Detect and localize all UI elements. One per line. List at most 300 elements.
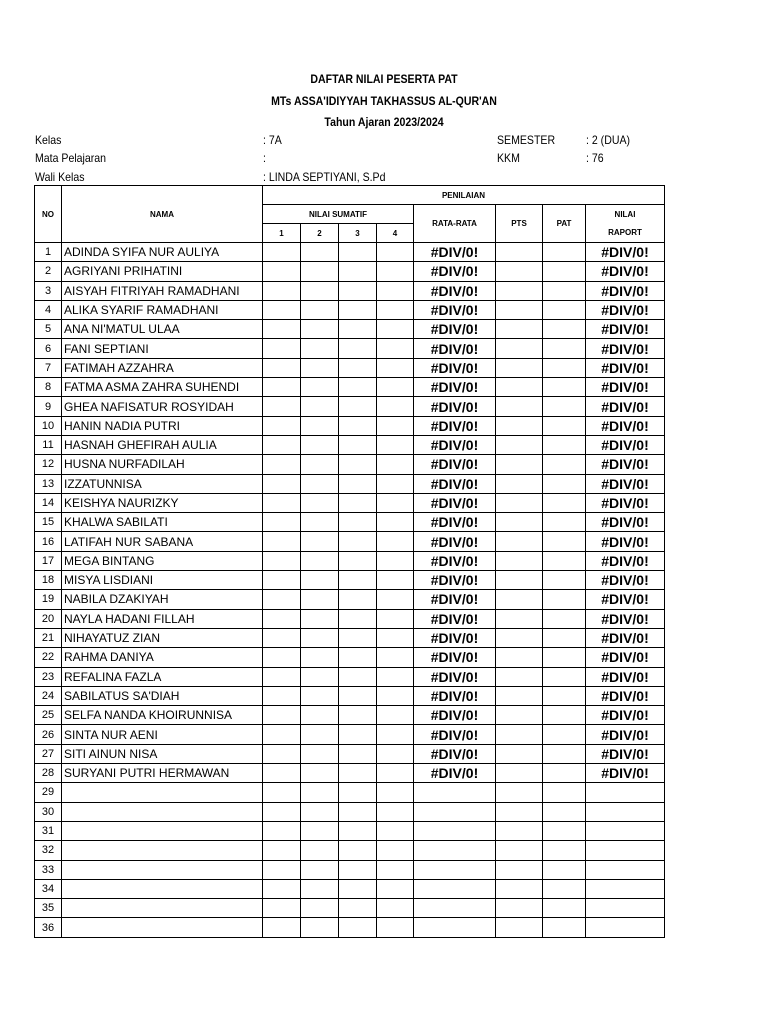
row-name[interactable]: KEISHYA NAURIZKY bbox=[62, 493, 263, 512]
score-2[interactable] bbox=[301, 435, 339, 454]
row-no[interactable]: 35 bbox=[35, 899, 62, 918]
rata-rata[interactable] bbox=[414, 879, 496, 898]
score-4[interactable] bbox=[377, 455, 414, 474]
row-name[interactable]: SELFA NANDA KHOIRUNNISA bbox=[62, 706, 263, 725]
rata-rata[interactable]: #DIV/0! bbox=[414, 706, 496, 725]
score-3[interactable] bbox=[339, 706, 377, 725]
nilai-raport[interactable]: #DIV/0! bbox=[586, 686, 665, 705]
rata-rata[interactable]: #DIV/0! bbox=[414, 744, 496, 763]
pts[interactable] bbox=[496, 609, 543, 628]
nilai-raport[interactable]: #DIV/0! bbox=[586, 764, 665, 783]
score-1[interactable] bbox=[263, 860, 301, 879]
nilai-raport[interactable]: #DIV/0! bbox=[586, 243, 665, 262]
pts[interactable] bbox=[496, 339, 543, 358]
score-2[interactable] bbox=[301, 899, 339, 918]
score-4[interactable] bbox=[377, 860, 414, 879]
nilai-raport[interactable]: #DIV/0! bbox=[586, 416, 665, 435]
row-name[interactable]: SABILATUS SA'DIAH bbox=[62, 686, 263, 705]
score-3[interactable] bbox=[339, 648, 377, 667]
row-name[interactable]: SURYANI PUTRI HERMAWAN bbox=[62, 764, 263, 783]
score-3[interactable] bbox=[339, 397, 377, 416]
score-1[interactable] bbox=[263, 802, 301, 821]
rata-rata[interactable] bbox=[414, 841, 496, 860]
row-name[interactable]: NABILA DZAKIYAH bbox=[62, 590, 263, 609]
row-no[interactable]: 29 bbox=[35, 783, 62, 802]
score-1[interactable] bbox=[263, 339, 301, 358]
score-1[interactable] bbox=[263, 879, 301, 898]
score-1[interactable] bbox=[263, 744, 301, 763]
row-no[interactable]: 10 bbox=[35, 416, 62, 435]
score-1[interactable] bbox=[263, 667, 301, 686]
row-no[interactable]: 12 bbox=[35, 455, 62, 474]
score-1[interactable] bbox=[263, 590, 301, 609]
rata-rata[interactable]: #DIV/0! bbox=[414, 281, 496, 300]
row-no[interactable]: 14 bbox=[35, 493, 62, 512]
score-4[interactable] bbox=[377, 725, 414, 744]
rata-rata[interactable]: #DIV/0! bbox=[414, 571, 496, 590]
row-no[interactable]: 5 bbox=[35, 320, 62, 339]
pts[interactable] bbox=[496, 590, 543, 609]
nilai-raport[interactable]: #DIV/0! bbox=[586, 725, 665, 744]
rata-rata[interactable] bbox=[414, 899, 496, 918]
score-1[interactable] bbox=[263, 551, 301, 570]
pat[interactable] bbox=[543, 648, 586, 667]
score-1[interactable] bbox=[263, 513, 301, 532]
row-name[interactable]: LATIFAH NUR SABANA bbox=[62, 532, 263, 551]
score-4[interactable] bbox=[377, 841, 414, 860]
row-name[interactable] bbox=[62, 783, 263, 802]
pat[interactable] bbox=[543, 918, 586, 937]
score-1[interactable] bbox=[263, 821, 301, 840]
nilai-raport[interactable]: #DIV/0! bbox=[586, 667, 665, 686]
row-name[interactable] bbox=[62, 899, 263, 918]
row-no[interactable]: 24 bbox=[35, 686, 62, 705]
pts[interactable] bbox=[496, 648, 543, 667]
score-4[interactable] bbox=[377, 358, 414, 377]
nilai-raport[interactable]: #DIV/0! bbox=[586, 493, 665, 512]
score-1[interactable] bbox=[263, 764, 301, 783]
score-4[interactable] bbox=[377, 571, 414, 590]
rata-rata[interactable]: #DIV/0! bbox=[414, 320, 496, 339]
nilai-raport[interactable]: #DIV/0! bbox=[586, 455, 665, 474]
score-2[interactable] bbox=[301, 571, 339, 590]
score-3[interactable] bbox=[339, 783, 377, 802]
row-no[interactable]: 20 bbox=[35, 609, 62, 628]
row-name[interactable]: GHEA NAFISATUR ROSYIDAH bbox=[62, 397, 263, 416]
nilai-raport[interactable] bbox=[586, 783, 665, 802]
pat[interactable] bbox=[543, 841, 586, 860]
score-2[interactable] bbox=[301, 686, 339, 705]
pts[interactable] bbox=[496, 571, 543, 590]
row-name[interactable]: IZZATUNNISA bbox=[62, 474, 263, 493]
nilai-raport[interactable]: #DIV/0! bbox=[586, 648, 665, 667]
rata-rata[interactable]: #DIV/0! bbox=[414, 455, 496, 474]
pat[interactable] bbox=[543, 358, 586, 377]
row-no[interactable]: 25 bbox=[35, 706, 62, 725]
row-name[interactable]: AISYAH FITRIYAH RAMADHANI bbox=[62, 281, 263, 300]
nilai-raport[interactable]: #DIV/0! bbox=[586, 706, 665, 725]
score-3[interactable] bbox=[339, 860, 377, 879]
score-3[interactable] bbox=[339, 821, 377, 840]
score-1[interactable] bbox=[263, 609, 301, 628]
score-2[interactable] bbox=[301, 300, 339, 319]
pat[interactable] bbox=[543, 378, 586, 397]
rata-rata[interactable] bbox=[414, 783, 496, 802]
score-2[interactable] bbox=[301, 339, 339, 358]
score-1[interactable] bbox=[263, 378, 301, 397]
score-4[interactable] bbox=[377, 493, 414, 512]
score-3[interactable] bbox=[339, 918, 377, 937]
score-3[interactable] bbox=[339, 802, 377, 821]
score-1[interactable] bbox=[263, 416, 301, 435]
nilai-raport[interactable] bbox=[586, 879, 665, 898]
row-no[interactable]: 13 bbox=[35, 474, 62, 493]
pts[interactable] bbox=[496, 899, 543, 918]
score-3[interactable] bbox=[339, 841, 377, 860]
row-no[interactable]: 33 bbox=[35, 860, 62, 879]
score-2[interactable] bbox=[301, 243, 339, 262]
nilai-raport[interactable]: #DIV/0! bbox=[586, 281, 665, 300]
score-3[interactable] bbox=[339, 474, 377, 493]
rata-rata[interactable] bbox=[414, 802, 496, 821]
pts[interactable] bbox=[496, 532, 543, 551]
score-4[interactable] bbox=[377, 628, 414, 647]
score-2[interactable] bbox=[301, 744, 339, 763]
score-4[interactable] bbox=[377, 532, 414, 551]
nilai-raport[interactable] bbox=[586, 802, 665, 821]
rata-rata[interactable]: #DIV/0! bbox=[414, 532, 496, 551]
pts[interactable] bbox=[496, 493, 543, 512]
score-4[interactable] bbox=[377, 783, 414, 802]
row-no[interactable]: 18 bbox=[35, 571, 62, 590]
score-3[interactable] bbox=[339, 879, 377, 898]
score-3[interactable] bbox=[339, 532, 377, 551]
pts[interactable] bbox=[496, 764, 543, 783]
pts[interactable] bbox=[496, 628, 543, 647]
rata-rata[interactable]: #DIV/0! bbox=[414, 474, 496, 493]
pts[interactable] bbox=[496, 802, 543, 821]
row-name[interactable]: HASNAH GHEFIRAH AULIA bbox=[62, 435, 263, 454]
score-3[interactable] bbox=[339, 243, 377, 262]
pts[interactable] bbox=[496, 358, 543, 377]
row-no[interactable]: 9 bbox=[35, 397, 62, 416]
row-no[interactable]: 30 bbox=[35, 802, 62, 821]
pat[interactable] bbox=[543, 281, 586, 300]
score-4[interactable] bbox=[377, 339, 414, 358]
pts[interactable] bbox=[496, 725, 543, 744]
row-name[interactable]: SITI AINUN NISA bbox=[62, 744, 263, 763]
nilai-raport[interactable]: #DIV/0! bbox=[586, 262, 665, 281]
row-no[interactable]: 15 bbox=[35, 513, 62, 532]
score-3[interactable] bbox=[339, 378, 377, 397]
score-4[interactable] bbox=[377, 300, 414, 319]
score-4[interactable] bbox=[377, 648, 414, 667]
nilai-raport[interactable]: #DIV/0! bbox=[586, 551, 665, 570]
row-no[interactable]: 32 bbox=[35, 841, 62, 860]
score-3[interactable] bbox=[339, 358, 377, 377]
score-1[interactable] bbox=[263, 262, 301, 281]
row-name[interactable]: RAHMA DANIYA bbox=[62, 648, 263, 667]
row-name[interactable]: NIHAYATUZ ZIAN bbox=[62, 628, 263, 647]
row-name[interactable] bbox=[62, 841, 263, 860]
score-3[interactable] bbox=[339, 493, 377, 512]
rata-rata[interactable]: #DIV/0! bbox=[414, 339, 496, 358]
pts[interactable] bbox=[496, 397, 543, 416]
pts[interactable] bbox=[496, 841, 543, 860]
pat[interactable] bbox=[543, 339, 586, 358]
row-name[interactable]: HUSNA NURFADILAH bbox=[62, 455, 263, 474]
score-2[interactable] bbox=[301, 320, 339, 339]
pat[interactable] bbox=[543, 300, 586, 319]
score-4[interactable] bbox=[377, 262, 414, 281]
pat[interactable] bbox=[543, 609, 586, 628]
rata-rata[interactable]: #DIV/0! bbox=[414, 764, 496, 783]
score-1[interactable] bbox=[263, 571, 301, 590]
score-4[interactable] bbox=[377, 397, 414, 416]
rata-rata[interactable]: #DIV/0! bbox=[414, 609, 496, 628]
rata-rata[interactable] bbox=[414, 860, 496, 879]
rata-rata[interactable]: #DIV/0! bbox=[414, 493, 496, 512]
pat[interactable] bbox=[543, 435, 586, 454]
row-no[interactable]: 6 bbox=[35, 339, 62, 358]
row-no[interactable]: 31 bbox=[35, 821, 62, 840]
pts[interactable] bbox=[496, 860, 543, 879]
score-2[interactable] bbox=[301, 667, 339, 686]
score-4[interactable] bbox=[377, 281, 414, 300]
score-1[interactable] bbox=[263, 628, 301, 647]
score-3[interactable] bbox=[339, 764, 377, 783]
score-3[interactable] bbox=[339, 744, 377, 763]
rata-rata[interactable] bbox=[414, 821, 496, 840]
rata-rata[interactable]: #DIV/0! bbox=[414, 378, 496, 397]
nilai-raport[interactable]: #DIV/0! bbox=[586, 397, 665, 416]
pts[interactable] bbox=[496, 918, 543, 937]
pts[interactable] bbox=[496, 416, 543, 435]
nilai-raport[interactable]: #DIV/0! bbox=[586, 628, 665, 647]
pts[interactable] bbox=[496, 474, 543, 493]
pts[interactable] bbox=[496, 435, 543, 454]
score-4[interactable] bbox=[377, 802, 414, 821]
score-2[interactable] bbox=[301, 262, 339, 281]
nilai-raport[interactable]: #DIV/0! bbox=[586, 320, 665, 339]
score-1[interactable] bbox=[263, 918, 301, 937]
row-name[interactable] bbox=[62, 860, 263, 879]
pat[interactable] bbox=[543, 725, 586, 744]
pts[interactable] bbox=[496, 744, 543, 763]
pat[interactable] bbox=[543, 397, 586, 416]
pat[interactable] bbox=[543, 551, 586, 570]
score-4[interactable] bbox=[377, 590, 414, 609]
score-2[interactable] bbox=[301, 821, 339, 840]
score-1[interactable] bbox=[263, 899, 301, 918]
row-name[interactable]: NAYLA HADANI FILLAH bbox=[62, 609, 263, 628]
rata-rata[interactable]: #DIV/0! bbox=[414, 590, 496, 609]
score-3[interactable] bbox=[339, 281, 377, 300]
score-2[interactable] bbox=[301, 802, 339, 821]
pat[interactable] bbox=[543, 706, 586, 725]
nilai-raport[interactable] bbox=[586, 841, 665, 860]
pat[interactable] bbox=[543, 783, 586, 802]
row-name[interactable] bbox=[62, 802, 263, 821]
rata-rata[interactable]: #DIV/0! bbox=[414, 358, 496, 377]
pat[interactable] bbox=[543, 416, 586, 435]
score-2[interactable] bbox=[301, 860, 339, 879]
rata-rata[interactable] bbox=[414, 918, 496, 937]
nilai-raport[interactable] bbox=[586, 860, 665, 879]
score-4[interactable] bbox=[377, 416, 414, 435]
pts[interactable] bbox=[496, 262, 543, 281]
pts[interactable] bbox=[496, 300, 543, 319]
row-no[interactable]: 1 bbox=[35, 243, 62, 262]
score-4[interactable] bbox=[377, 899, 414, 918]
score-3[interactable] bbox=[339, 686, 377, 705]
score-2[interactable] bbox=[301, 358, 339, 377]
score-2[interactable] bbox=[301, 609, 339, 628]
score-3[interactable] bbox=[339, 571, 377, 590]
nilai-raport[interactable]: #DIV/0! bbox=[586, 609, 665, 628]
pat[interactable] bbox=[543, 667, 586, 686]
score-3[interactable] bbox=[339, 551, 377, 570]
score-1[interactable] bbox=[263, 243, 301, 262]
row-no[interactable]: 16 bbox=[35, 532, 62, 551]
row-no[interactable]: 17 bbox=[35, 551, 62, 570]
row-no[interactable]: 28 bbox=[35, 764, 62, 783]
nilai-raport[interactable] bbox=[586, 821, 665, 840]
rata-rata[interactable]: #DIV/0! bbox=[414, 300, 496, 319]
score-1[interactable] bbox=[263, 532, 301, 551]
score-2[interactable] bbox=[301, 764, 339, 783]
score-3[interactable] bbox=[339, 513, 377, 532]
row-no[interactable]: 22 bbox=[35, 648, 62, 667]
score-1[interactable] bbox=[263, 435, 301, 454]
nilai-raport[interactable]: #DIV/0! bbox=[586, 435, 665, 454]
row-no[interactable]: 23 bbox=[35, 667, 62, 686]
score-3[interactable] bbox=[339, 725, 377, 744]
row-no[interactable]: 4 bbox=[35, 300, 62, 319]
nilai-raport[interactable]: #DIV/0! bbox=[586, 339, 665, 358]
pts[interactable] bbox=[496, 281, 543, 300]
row-name[interactable]: ALIKA SYARIF RAMADHANI bbox=[62, 300, 263, 319]
nilai-raport[interactable]: #DIV/0! bbox=[586, 358, 665, 377]
score-1[interactable] bbox=[263, 706, 301, 725]
score-1[interactable] bbox=[263, 648, 301, 667]
pts[interactable] bbox=[496, 667, 543, 686]
score-2[interactable] bbox=[301, 281, 339, 300]
pat[interactable] bbox=[543, 802, 586, 821]
score-4[interactable] bbox=[377, 918, 414, 937]
score-2[interactable] bbox=[301, 474, 339, 493]
score-2[interactable] bbox=[301, 783, 339, 802]
row-name[interactable] bbox=[62, 821, 263, 840]
rata-rata[interactable]: #DIV/0! bbox=[414, 628, 496, 647]
row-name[interactable]: AGRIYANI PRIHATINI bbox=[62, 262, 263, 281]
score-4[interactable] bbox=[377, 320, 414, 339]
score-1[interactable] bbox=[263, 474, 301, 493]
pts[interactable] bbox=[496, 783, 543, 802]
pts[interactable] bbox=[496, 821, 543, 840]
pat[interactable] bbox=[543, 320, 586, 339]
pat[interactable] bbox=[543, 686, 586, 705]
nilai-raport[interactable]: #DIV/0! bbox=[586, 571, 665, 590]
score-3[interactable] bbox=[339, 300, 377, 319]
pat[interactable] bbox=[543, 513, 586, 532]
score-2[interactable] bbox=[301, 416, 339, 435]
rata-rata[interactable]: #DIV/0! bbox=[414, 667, 496, 686]
row-name[interactable]: FATIMAH AZZAHRA bbox=[62, 358, 263, 377]
score-4[interactable] bbox=[377, 609, 414, 628]
nilai-raport[interactable]: #DIV/0! bbox=[586, 300, 665, 319]
score-1[interactable] bbox=[263, 281, 301, 300]
score-1[interactable] bbox=[263, 783, 301, 802]
score-2[interactable] bbox=[301, 628, 339, 647]
score-4[interactable] bbox=[377, 435, 414, 454]
score-2[interactable] bbox=[301, 879, 339, 898]
pat[interactable] bbox=[543, 262, 586, 281]
score-4[interactable] bbox=[377, 667, 414, 686]
pts[interactable] bbox=[496, 879, 543, 898]
rata-rata[interactable]: #DIV/0! bbox=[414, 686, 496, 705]
nilai-raport[interactable]: #DIV/0! bbox=[586, 590, 665, 609]
row-no[interactable]: 21 bbox=[35, 628, 62, 647]
row-no[interactable]: 26 bbox=[35, 725, 62, 744]
row-no[interactable]: 27 bbox=[35, 744, 62, 763]
score-3[interactable] bbox=[339, 628, 377, 647]
row-name[interactable] bbox=[62, 918, 263, 937]
pts[interactable] bbox=[496, 686, 543, 705]
pat[interactable] bbox=[543, 474, 586, 493]
row-name[interactable]: ADINDA SYIFA NUR AULIYA bbox=[62, 243, 263, 262]
row-name[interactable]: KHALWA SABILATI bbox=[62, 513, 263, 532]
nilai-raport[interactable]: #DIV/0! bbox=[586, 378, 665, 397]
nilai-raport[interactable] bbox=[586, 918, 665, 937]
score-2[interactable] bbox=[301, 493, 339, 512]
pts[interactable] bbox=[496, 320, 543, 339]
score-2[interactable] bbox=[301, 532, 339, 551]
score-2[interactable] bbox=[301, 513, 339, 532]
rata-rata[interactable]: #DIV/0! bbox=[414, 262, 496, 281]
row-no[interactable]: 11 bbox=[35, 435, 62, 454]
score-1[interactable] bbox=[263, 686, 301, 705]
score-2[interactable] bbox=[301, 706, 339, 725]
pat[interactable] bbox=[543, 590, 586, 609]
pat[interactable] bbox=[543, 899, 586, 918]
score-4[interactable] bbox=[377, 551, 414, 570]
row-name[interactable]: FANI SEPTIANI bbox=[62, 339, 263, 358]
pat[interactable] bbox=[543, 532, 586, 551]
rata-rata[interactable]: #DIV/0! bbox=[414, 416, 496, 435]
score-2[interactable] bbox=[301, 397, 339, 416]
score-3[interactable] bbox=[339, 899, 377, 918]
rata-rata[interactable]: #DIV/0! bbox=[414, 243, 496, 262]
row-name[interactable]: MEGA BINTANG bbox=[62, 551, 263, 570]
pat[interactable] bbox=[543, 455, 586, 474]
score-2[interactable] bbox=[301, 455, 339, 474]
score-3[interactable] bbox=[339, 667, 377, 686]
score-3[interactable] bbox=[339, 435, 377, 454]
score-1[interactable] bbox=[263, 841, 301, 860]
row-name[interactable]: REFALINA FAZLA bbox=[62, 667, 263, 686]
pat[interactable] bbox=[543, 860, 586, 879]
nilai-raport[interactable]: #DIV/0! bbox=[586, 744, 665, 763]
row-no[interactable]: 3 bbox=[35, 281, 62, 300]
row-no[interactable]: 19 bbox=[35, 590, 62, 609]
score-3[interactable] bbox=[339, 262, 377, 281]
pat[interactable] bbox=[543, 493, 586, 512]
pts[interactable] bbox=[496, 243, 543, 262]
score-3[interactable] bbox=[339, 609, 377, 628]
rata-rata[interactable]: #DIV/0! bbox=[414, 397, 496, 416]
score-2[interactable] bbox=[301, 725, 339, 744]
